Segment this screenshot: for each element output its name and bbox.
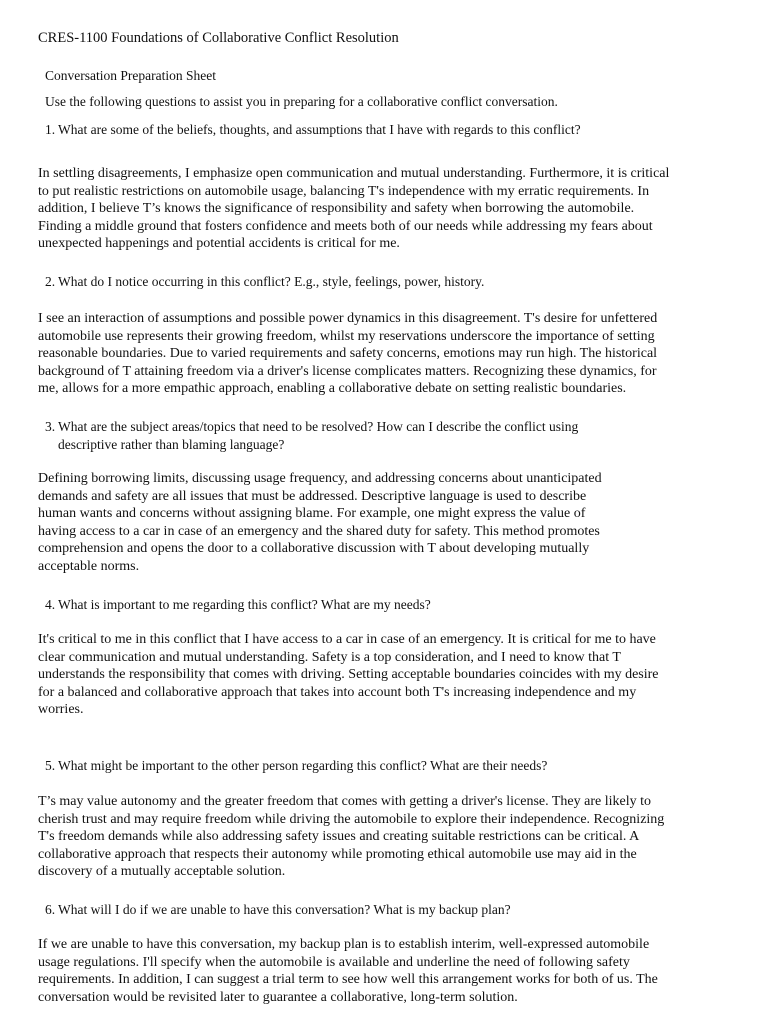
answer-line: demands and safety are all issues that must be addressed. Descriptive language is used to describe	[38, 488, 587, 504]
answer-3	[38, 470, 602, 576]
answer-line: requirements. In addition, I can suggest a trial term to see how well this arrangement works for both of us. The	[38, 972, 658, 988]
answer-line: to put realistic restrictions on automobile usage, balancing T's independence with my erratic requirements. In	[38, 183, 650, 199]
answer-line: Finding a middle ground that fosters confidence and meets both of our needs while addressing my fears about	[38, 218, 653, 234]
answer-line: having access to a car in case of an emergency and the shared duty for safety. This method promotes	[38, 523, 600, 539]
answer-line: clear communication and mutual understanding. Safety is a top consideration, and I need to know that T	[38, 649, 621, 665]
answer-line: conversation would be revisited later to guarantee a collaborative, long-term solution.	[38, 989, 518, 1005]
question-text: What are the subject areas/topics that need to be resolved? How can I describe the conflict using	[58, 419, 579, 434]
answer-2	[38, 310, 657, 398]
answer-line: I see an interaction of assumptions and possible power dynamics in this disagreement. T's desire for unfettered	[38, 311, 658, 326]
answer-line: automobile use represents their growing freedom, whilst my reservations underscore the importance of setting	[38, 328, 655, 344]
answer-line: background of T attaining freedom via a driver's license complicates matters. Recognizing these dynamics, for	[38, 363, 657, 379]
answer-line: worries.	[38, 702, 84, 718]
answer-line: comprehension and opens the door to a collaborative discussion with T about developing mutually	[38, 541, 590, 557]
question-number: 5.	[45, 758, 56, 773]
answer-line: me, allows for a more empathic approach, enabling a collaborative debate on setting realistic boundaries.	[38, 381, 627, 397]
question-text: What is important to me regarding this conflict? What are my needs?	[58, 597, 431, 612]
answer-line: If we are unable to have this conversation, my backup plan is to establish interim, well-expressed automobile	[38, 937, 650, 952]
answer-line: reasonable boundaries. Due to varied requirements and safety concerns, emotions may run high. The historical	[38, 346, 658, 362]
question-text: What do I notice occurring in this conflict? E.g., style, feelings, power, history.	[58, 274, 485, 289]
answer-line: usage regulations. I'll specify when the automobile is available and underline the need of following safety	[38, 954, 630, 970]
question-text: What will I do if we are unable to have this conversation? What is my backup plan?	[58, 902, 511, 917]
question-3	[45, 418, 578, 453]
question-number: 4.	[45, 597, 56, 612]
answer-line: for a balanced and collaborative approach that takes into account both T's increasing independence and my	[38, 684, 637, 700]
question-2	[45, 273, 484, 291]
answer-line: cherish trust and may require freedom while driving the automobile to explore their independence. Recognizing	[38, 811, 665, 827]
answer-line: discovery of a mutually acceptable solution.	[38, 864, 286, 880]
sheet-title: Conversation Preparation Sheet	[45, 68, 216, 83]
question-number: 2.	[45, 274, 56, 289]
answer-6	[38, 936, 658, 1006]
answer-line: addition, I believe T’s knows the significance of responsibility and safety when borrowing the automobile.	[38, 201, 635, 217]
question-1	[45, 121, 581, 139]
question-text: What are some of the beliefs, thoughts, and assumptions that I have with regards to this conflict?	[58, 122, 581, 137]
course-title: CRES-1100 Foundations of Collaborative Conflict Resolution	[38, 30, 399, 46]
answer-line: human wants and concerns without assigning blame. For example, one might express the value of	[38, 506, 586, 522]
answer-line: collaborative approach that respects their autonomy while promoting ethical automobile use may aid in the	[38, 846, 637, 862]
intro-text: Use the following questions to assist you in preparing for a collaborative conflict conversation.	[45, 94, 558, 109]
answer-4	[38, 631, 659, 719]
answer-line: It's critical to me in this conflict that I have access to a car in case of an emergency. It is critical for me to have	[38, 632, 656, 647]
question-number: 3.	[45, 419, 56, 434]
answer-line: T's freedom demands while also addressing safety issues and creating suitable restrictions can be critical. A	[38, 829, 640, 845]
question-4	[45, 596, 431, 614]
answer-line: unexpected happenings and potential accidents is critical for me.	[38, 236, 400, 252]
answer-line: T’s may value autonomy and the greater freedom that comes with getting a driver's license. They are likely to	[38, 794, 652, 809]
question-text: What might be important to the other person regarding this conflict? What are their needs?	[58, 758, 548, 773]
answer-1	[38, 165, 669, 253]
answer-line: In settling disagreements, I emphasize open communication and mutual understanding. Furthermore, it is critical	[38, 166, 670, 181]
question-text-continued: descriptive rather than blaming language?	[58, 436, 285, 452]
question-number: 1.	[45, 122, 56, 137]
answer-line: Defining borrowing limits, discussing usage frequency, and addressing concerns about unanticipated	[38, 471, 602, 486]
question-5	[45, 757, 547, 775]
question-number: 6.	[45, 902, 56, 917]
answer-line: understands the responsibility that comes with driving. Setting acceptable boundaries coincides with my desire	[38, 667, 659, 683]
question-6	[45, 901, 511, 919]
answer-5	[38, 793, 664, 881]
answer-line: acceptable norms.	[38, 558, 140, 574]
